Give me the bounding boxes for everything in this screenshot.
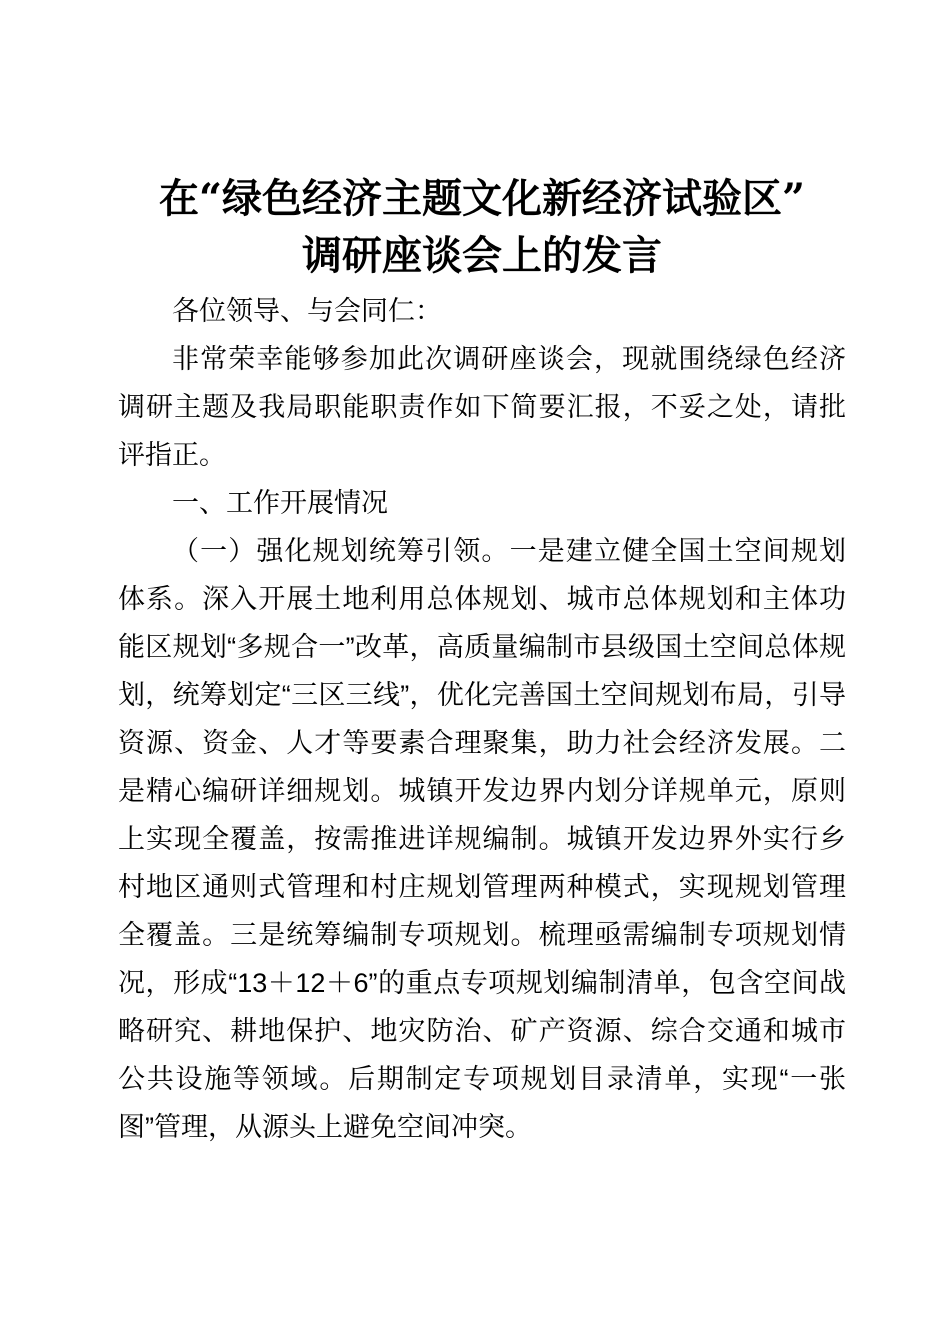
document-title-line-1: 在“绿色经济主题文化新经济试验区”	[158, 175, 805, 222]
document-title	[118, 170, 846, 284]
document-title-line-2: 调研座谈会上的发言	[302, 232, 662, 279]
paragraph-section-heading: 一、工作开展情况	[172, 488, 388, 518]
paragraph-salutation: 各位领导、与会同仁：	[172, 296, 442, 326]
paragraph-intro: 非常荣幸能够参加此次调研座谈会，现就围绕绿色经济调研主题及我局职能职责作如下简要汇报，不妥之处，请批评指正。	[118, 344, 846, 470]
paragraph-section-content: （一）强化规划统筹引领。一是建立健全国土空间规划体系。深入开展土地利用总体规划、城市总体规划和主体功能区规划“多规合一”改革，高质量编制市县级国土空间总体规划，统筹划定“三区三线”，优化完善国土空间规划布局，引导资源、资金、人才等要素合理聚集，助力社会经济发展。二是精心编研详细规划。城镇开发边界内划分详规单元，原则上实现全覆盖，按需推进详规编制。城镇开发边界外实行乡村地区通则式管理和村庄规划管理两种模式，实现规划管理全覆盖。三是统筹编制专项规划。梳理亟需编制专项规划情况，形成“13＋12＋6”的重点专项规划编制清单，包含空间战略研究、耕地保护、地灾防治、矿产资源、综合交通和城市公共设施等领域。后期制定专项规划目录清单，实现“一张图”管理，从源头上避免空间冲突。	[118, 536, 846, 1142]
document-body	[118, 287, 846, 1151]
